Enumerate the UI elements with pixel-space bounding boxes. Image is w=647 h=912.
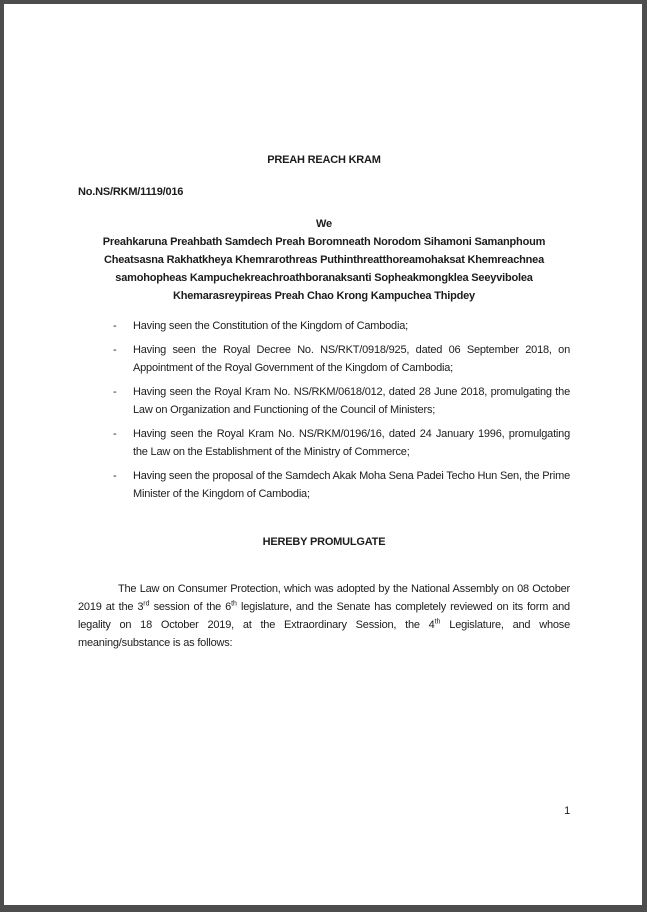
page-content (4, 4, 642, 905)
document-number: No.NS/RKM/1119/016 (78, 186, 184, 198)
page-number: 1 (564, 805, 570, 817)
paragraph-text: session of the 6 (149, 601, 232, 613)
having-clause-text: Having seen the proposal of the Samdech Akak Moha Sena Padei Techo Hun Sen, the Prime Minister of the Kingdom of Cambodia; (133, 470, 570, 500)
document-title: PREAH REACH KRAM (267, 154, 381, 166)
having-clause-text: Having seen the Constitution of the Kingdom of Cambodia; (133, 320, 408, 332)
we-heading: We (316, 218, 332, 230)
list-dash-marker: - (113, 320, 117, 332)
paragraph-text: Legislature, and whose meaning/substance is as follows: (78, 619, 570, 649)
ordinal-superscript: th (231, 600, 237, 608)
having-clause-text: Having seen the Royal Decree No. NS/RKT/0918/925, dated 06 September 2018, on Appointment of the Royal Government of the Kingdom of Cambodia; (133, 344, 570, 374)
having-clause-text: Having seen the Royal Kram No. NS/RKM/0196/16, dated 24 January 1996, promulgating the Law on the Establishment of the Ministry of Commerce; (133, 428, 570, 458)
list-dash-marker: - (113, 344, 117, 356)
closing-paragraph (78, 580, 570, 652)
having-clause (78, 383, 570, 419)
having-clause (78, 467, 570, 503)
ordinal-superscript: rd (143, 600, 150, 608)
royal-title: Preahkaruna Preahbath Samdech Preah Boromneath Norodom Sihamoni Samanphoum Cheatsasna Rakhatkheya Khemrarothreas Puthinthreatthoreamohaksat Khemreachnea samohopheas Kampuchekreachroathboranaksanti Sopheakmongklea Seeyvibolea Khemarasreypireas Preah Chao Krong Kampuchea Thipdey (102, 236, 546, 302)
having-list (78, 317, 570, 503)
having-clause (78, 341, 570, 377)
promulgate-heading: HEREBY PROMULGATE (262, 536, 386, 548)
having-clause (78, 317, 570, 335)
having-clause-text: Having seen the Royal Kram No. NS/RKM/0618/012, dated 28 June 2018, promulgating the Law on Organization and Functioning of the Council of Ministers; (133, 386, 570, 416)
paragraph-text: legislature, and the Senate has completely reviewed on its form and legality on 18 October 2019, at the Extraordinary Session, the 4 (78, 601, 570, 631)
list-dash-marker: - (113, 470, 117, 482)
list-dash-marker: - (113, 386, 117, 398)
paragraph-text: The Law on Consumer Protection, which was adopted by the National Assembly on 08 October 2019 at the 3 (78, 583, 570, 613)
document-page (4, 4, 642, 905)
having-clause (78, 425, 570, 461)
list-dash-marker: - (113, 428, 117, 440)
ordinal-superscript: th (434, 618, 441, 626)
